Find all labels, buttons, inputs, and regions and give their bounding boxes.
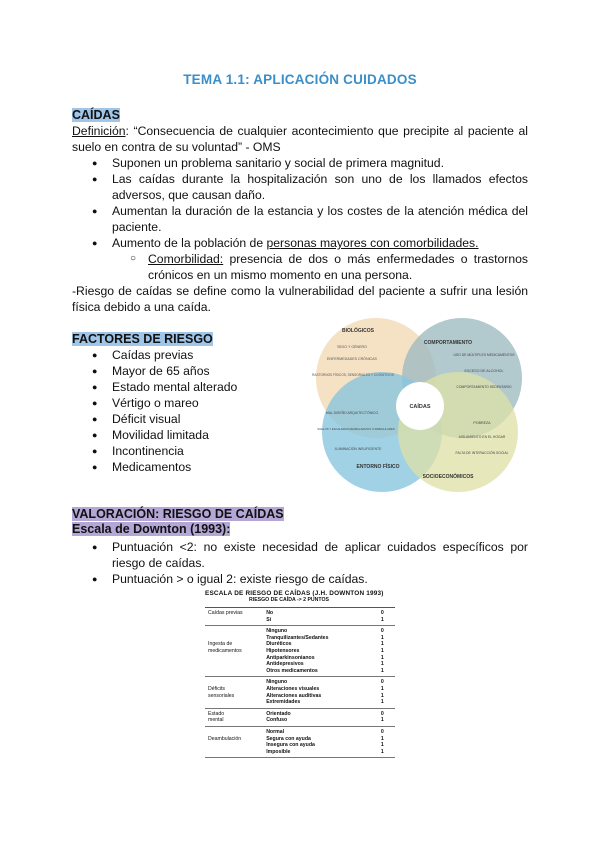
- table-cell: 1: [380, 735, 384, 742]
- table-cell: Antidepresivos: [266, 661, 304, 668]
- venn-bio-item: ENFERMEDADES CRÓNICAS: [327, 357, 377, 361]
- venn-soc-item: AISLAMIENTO EN EL HOGAR: [458, 435, 506, 439]
- table-row-items: [263, 727, 370, 757]
- table-cell: Normal: [266, 728, 285, 735]
- table-row: [205, 677, 395, 708]
- table-row: [205, 608, 395, 626]
- valoracion-heading: [72, 506, 284, 522]
- list-item: ● Las caídas durante la hospitalización son uno de los llamados efectos adversos, que causan daño.: [92, 171, 528, 203]
- table-cell: 1: [380, 616, 384, 623]
- table-cell: 1: [380, 692, 384, 699]
- table-cell: 1: [380, 685, 384, 692]
- table-cell: Orientado: [266, 710, 291, 717]
- list-item: ● Estado mental alterado: [92, 379, 302, 395]
- valoracion-heading-text: VALORACIÓN: RIESGO DE CAÍDAS: [72, 507, 284, 521]
- bullet4-text: Aumento de la población de: [112, 236, 267, 250]
- table-cell: Deambulación: [208, 735, 242, 742]
- caidas-heading: [72, 107, 120, 123]
- table-cell: Ninguno: [266, 679, 288, 686]
- table-cell: Ingesta de: [208, 641, 233, 648]
- page-title: TEMA 1.1: APLICACIÓN CUIDADOS: [183, 72, 417, 87]
- table-cell: Hipotensores: [266, 647, 300, 654]
- table-row: [205, 626, 395, 677]
- table-cell: Diuréticos: [266, 641, 292, 648]
- list-item: ● Déficit visual: [92, 411, 302, 427]
- venn-label-biologicos: BIOLÓGICOS: [342, 328, 374, 334]
- list-item: ● Medicamentos: [92, 459, 302, 475]
- table-cell: 0: [380, 728, 384, 735]
- table-row: [205, 727, 395, 758]
- table-row-label: [205, 727, 263, 757]
- list-item: ● Aumentan la duración de la estancia y los costes de la atención médica del paciente.: [92, 203, 528, 235]
- riesgo-paragraph: -Riesgo de caídas se define como la vulnerabilidad del paciente a sufrir una lesión física debido a una caída.: [72, 284, 528, 314]
- table-cell: medicamentos: [208, 647, 242, 654]
- table-row-label: [205, 626, 263, 676]
- definicion-text: : “Consecuencia de cualquier acontecimiento que precipite al paciente al suelo en contra de su voluntad” - OMS: [72, 124, 528, 154]
- venn-bio-item: SEXO Y GÉNERO: [337, 345, 367, 349]
- table-cell: No: [266, 610, 274, 616]
- list-item: [130, 251, 528, 283]
- table-cell: Caídas previas: [208, 610, 243, 616]
- table-cell: 1: [380, 742, 384, 749]
- table-cell: Alteraciones auditivas: [266, 692, 322, 699]
- list-item: ● Puntuación <2: no existe necesidad de aplicar cuidados específicos por riesgo de caídas.: [92, 539, 528, 571]
- list-item: ● Mayor de 65 años: [92, 363, 302, 379]
- table-cell: Insegura con ayuda: [266, 742, 315, 749]
- table-row-scores: [370, 677, 395, 707]
- table-cell: 1: [380, 641, 384, 648]
- venn-soc-item: POBREZA: [473, 421, 491, 425]
- venn-ent-item: SUELOS Y ESCALERAS RESBALADIZOS O IRREGULARES: [317, 427, 395, 431]
- list-item: ● Vértigo o mareo: [92, 395, 302, 411]
- table-cell: Sí: [266, 616, 272, 623]
- risk-factors-venn-diagram: [312, 318, 528, 494]
- list-item: ● Puntuación > o igual 2: existe riesgo de caídas.: [92, 571, 528, 587]
- bullet4-underlined: personas mayores con comorbilidades.: [266, 236, 479, 250]
- table-cell: Segura con ayuda: [266, 735, 311, 742]
- factores-heading-text: FACTORES DE RIESGO: [72, 332, 213, 346]
- factores-heading: [72, 331, 213, 347]
- comorbilidad-label: Comorbilidad:: [148, 252, 224, 266]
- table-row-items: [263, 608, 370, 625]
- list-item: ● Incontinencia: [92, 443, 302, 459]
- definicion-paragraph: [72, 123, 528, 155]
- venn-comp-item: COMPORTAMIENTO SEDENTARIO: [456, 385, 512, 389]
- table-cell: Otros medicamentos: [266, 667, 318, 674]
- table-cell: 1: [380, 634, 384, 641]
- table-row-label: [205, 608, 263, 625]
- table-cell: mental: [208, 717, 224, 724]
- table-row-scores: [370, 608, 395, 625]
- downton-table-grid: [205, 607, 395, 758]
- table-cell: Estado: [208, 710, 225, 717]
- venn-soc-item: FALTA DE INTERACCIÓN SOCIAL: [455, 451, 509, 455]
- table-row-scores: [370, 709, 395, 726]
- downton-scale-heading: [72, 522, 230, 536]
- list-item: ● Movilidad limitada: [92, 427, 302, 443]
- caidas-bullet-list: [92, 155, 528, 251]
- venn-comp-item: EXCESO DE ALCOHOL: [464, 369, 504, 373]
- table-cell: 0: [380, 610, 384, 616]
- downton-scale-table: [205, 590, 395, 770]
- table-cell: 0: [380, 679, 384, 686]
- table-cell: Antiparkinsonianos: [266, 654, 315, 661]
- list-item: [92, 235, 528, 251]
- venn-ent-item: MAL DISEÑO ARQUITECTÓNICO: [325, 411, 379, 415]
- venn-comp-item: USO DE MÚLTIPLES MEDICAMENTOS: [453, 353, 515, 357]
- table-cell: Alteraciones visuales: [266, 685, 320, 692]
- table-cell: Imposible: [266, 748, 291, 755]
- table-cell: sensoriales: [208, 692, 235, 699]
- table-cell: 1: [380, 748, 384, 755]
- table-row-scores: [370, 727, 395, 757]
- venn-label-entorno: ENTORNO FÍSICO: [356, 464, 400, 470]
- venn-label-comportamiento: COMPORTAMIENTO: [423, 340, 473, 346]
- venn-bio-item: TRASTORNOS FÍSICOS, SENSORIALES Y COGNITIVOS: [312, 373, 394, 377]
- table-row: [205, 709, 395, 727]
- table-row-items: [263, 626, 370, 676]
- table-row-scores: [370, 626, 395, 676]
- caidas-heading-text: CAÍDAS: [72, 108, 120, 122]
- table-cell: 0: [380, 710, 384, 717]
- table-row-label: [205, 709, 263, 726]
- table-cell: 1: [380, 661, 384, 668]
- downton-table-subtitle: RIESGO DE CAÍDA -> 2 PUNTOS: [249, 597, 329, 603]
- venn-label-socioeconomicos: SOCIOECONÓMICOS: [422, 474, 474, 480]
- downton-scale-heading-text: Escala de Downton (1993):: [72, 522, 231, 536]
- table-cell: Confuso: [266, 717, 288, 724]
- venn-center-label: CAÍDAS: [409, 404, 431, 410]
- list-item: ● Suponen un problema sanitario y social de primera magnitud.: [92, 155, 528, 171]
- table-cell: 1: [380, 654, 384, 661]
- valoracion-list: [92, 539, 528, 587]
- factores-list: [92, 347, 302, 475]
- table-cell: Extremidades: [266, 699, 301, 706]
- list-item: ● Caídas previas: [92, 347, 302, 363]
- table-cell: 1: [380, 717, 384, 724]
- table-cell: Tranquilizantes/Sedantes: [266, 634, 329, 641]
- comorbilidad-list: [130, 251, 528, 283]
- table-row-items: [263, 709, 370, 726]
- downton-table-title: ESCALA DE RIESGO DE CAÍDAS (J.H. DOWNTON 1993): [205, 590, 384, 597]
- venn-ent-item: ILUMINACIÓN INSUFICIENTE: [334, 447, 382, 451]
- table-cell: 1: [380, 667, 384, 674]
- comorbilidad-text: presencia de dos o más enfermedades o trastornos crónicos en un mismo momento en una persona.: [148, 252, 528, 282]
- table-cell: Déficits: [208, 685, 226, 692]
- table-cell: 0: [380, 628, 384, 635]
- table-row-label: [205, 677, 263, 707]
- table-cell: 1: [380, 647, 384, 654]
- table-cell: 1: [380, 699, 384, 706]
- table-row-items: [263, 677, 370, 707]
- definicion-label: Definición: [72, 124, 126, 138]
- table-cell: Ninguno: [266, 628, 288, 635]
